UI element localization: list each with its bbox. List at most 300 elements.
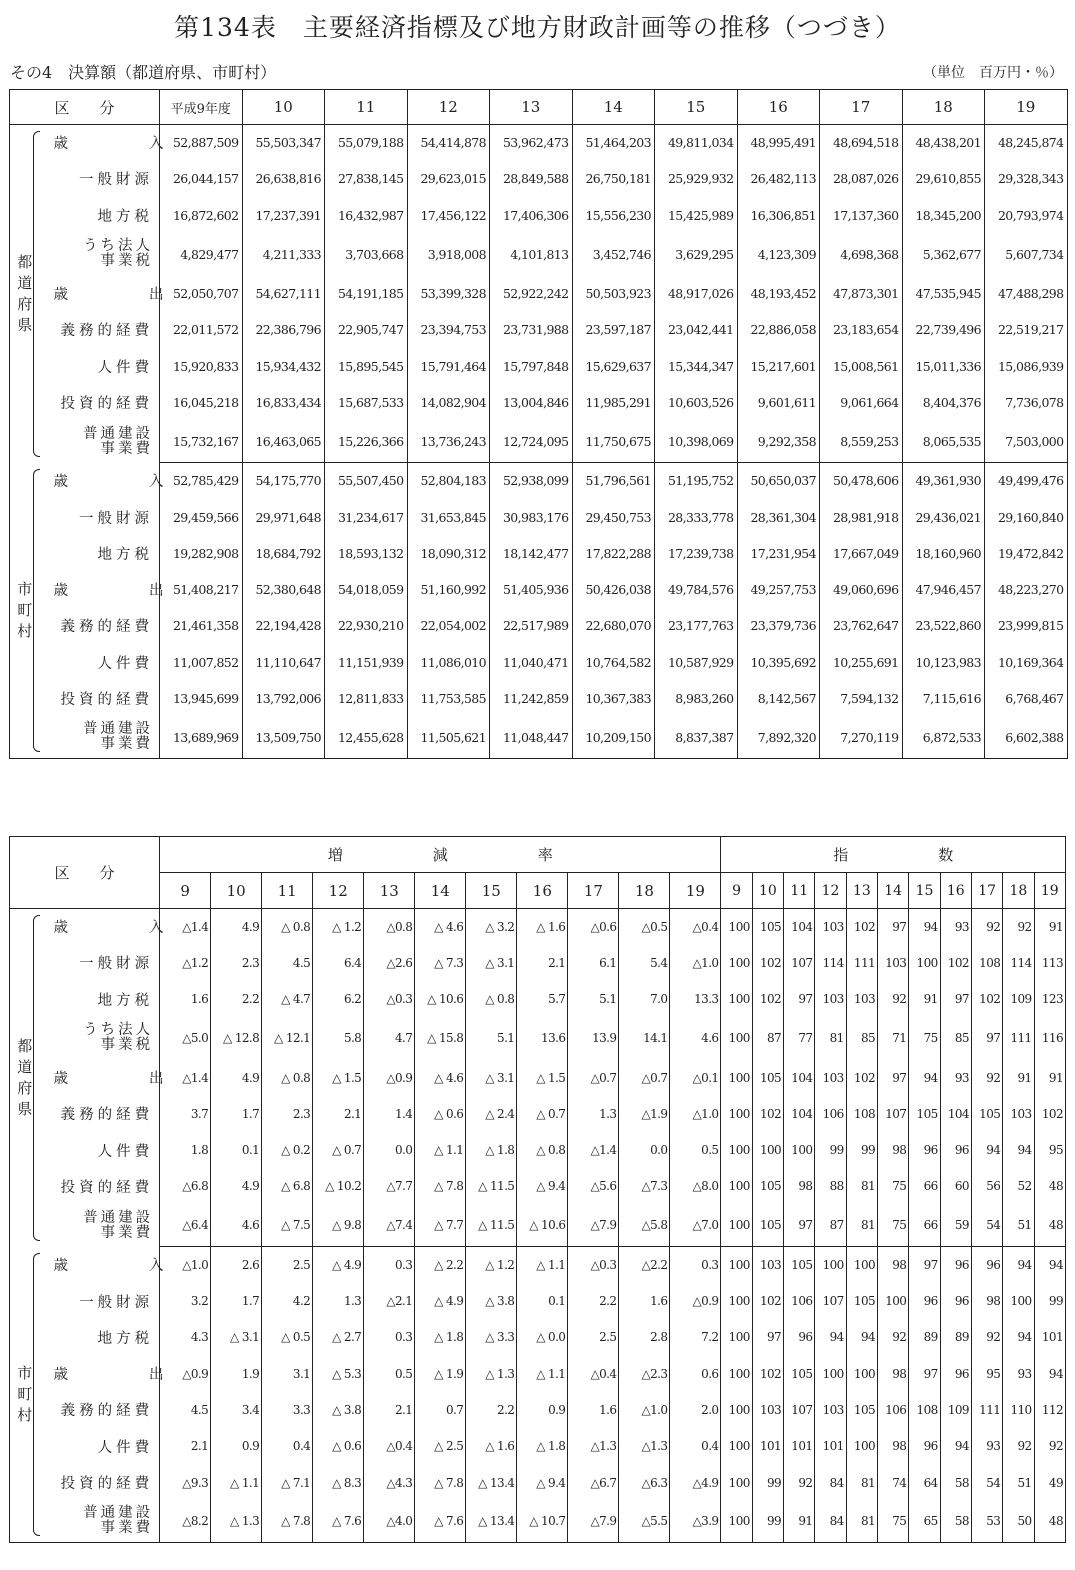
value-cell: 51,405,936 (490, 571, 573, 607)
rate-cell: 4.9 (211, 909, 262, 945)
value-cell: 8,837,387 (655, 717, 738, 759)
value-cell: 28,087,026 (820, 161, 903, 197)
value-cell: 49,811,034 (655, 125, 738, 161)
rate-cell: △ 0.8 (262, 1059, 313, 1095)
index-cell: 84 (815, 1501, 846, 1543)
index-cell: 100 (909, 945, 940, 981)
table-row (10, 1428, 1066, 1464)
index-cell: 98 (878, 1355, 909, 1391)
rate-cell: △ 1.5 (313, 1059, 364, 1095)
index-cell: 96 (909, 1283, 940, 1319)
rate-cell: △0.4 (670, 909, 721, 945)
value-cell: 10,587,929 (655, 644, 738, 680)
rate-cell: △1.0 (160, 1247, 211, 1283)
value-cell: 15,895,545 (325, 348, 408, 384)
index-cell: 106 (815, 1096, 846, 1132)
rate-cell: 2.1 (160, 1428, 211, 1464)
index-cell: 116 (1034, 1017, 1065, 1059)
rate-cell: 0.3 (364, 1319, 415, 1355)
value-cell: 8,142,567 (737, 680, 820, 716)
value-cell: 52,050,707 (160, 275, 243, 311)
table-row (10, 1501, 1066, 1543)
value-cell: 29,160,840 (985, 499, 1068, 535)
rate-cell: △ 1.5 (517, 1059, 568, 1095)
value-cell: 11,242,859 (490, 680, 573, 716)
index-cell: 100 (721, 1017, 752, 1059)
value-cell: 13,792,006 (242, 680, 325, 716)
row-label: 人件費 (97, 359, 154, 376)
table-row (10, 1283, 1066, 1319)
index-cell: 51 (1003, 1205, 1034, 1247)
rate-cell: △ 0.5 (262, 1319, 313, 1355)
value-cell: 22,680,070 (572, 608, 655, 644)
rate-cell: △ 13.4 (466, 1501, 517, 1543)
rate-cell: △6.4 (160, 1205, 211, 1247)
value-cell: 11,040,471 (490, 644, 573, 680)
header-index: 指 数 (721, 837, 1066, 873)
row-label: 歳 入 (53, 474, 164, 491)
rate-cell: △6.8 (160, 1168, 211, 1204)
index-cell: 96 (940, 1247, 971, 1283)
rate-cell: △1.4 (568, 1132, 619, 1168)
row-label: 投資的経費 (60, 1476, 154, 1492)
rate-cell: △ 7.8 (415, 1464, 466, 1500)
value-cell: 5,607,734 (985, 233, 1068, 275)
value-cell: 29,459,566 (160, 499, 243, 535)
value-cell: 23,042,441 (655, 312, 738, 348)
value-cell: 17,667,049 (820, 535, 903, 571)
value-cell: 48,193,452 (737, 275, 820, 311)
index-cell: 96 (784, 1319, 815, 1355)
index-cell: 75 (878, 1205, 909, 1247)
row-label: 人件費 (97, 1439, 154, 1456)
rate-cell: 5.4 (619, 945, 670, 981)
rate-cell: △4.0 (364, 1501, 415, 1543)
rate-cell: △ 0.0 (517, 1319, 568, 1355)
rate-cell: △ 1.1 (517, 1355, 568, 1391)
rate-cell: 2.8 (619, 1319, 670, 1355)
value-cell: 52,785,429 (160, 463, 243, 499)
rate-cell: 0.6 (670, 1355, 721, 1391)
index-cell: 100 (721, 1059, 752, 1095)
rate-cell: △ 1.9 (415, 1355, 466, 1391)
rate-cell: 2.6 (211, 1247, 262, 1283)
value-cell: 8,065,535 (902, 421, 985, 463)
rate-cell: 1.8 (160, 1132, 211, 1168)
index-cell: 102 (971, 981, 1002, 1017)
value-cell: 22,054,002 (407, 608, 490, 644)
index-cell: 100 (846, 1355, 877, 1391)
index-cell: 104 (784, 909, 815, 945)
value-cell: 7,115,616 (902, 680, 985, 716)
rate-cell: △ 0.6 (415, 1096, 466, 1132)
header-index-year: 13 (846, 873, 877, 909)
index-cell: 100 (721, 945, 752, 981)
index-cell: 99 (815, 1132, 846, 1168)
table-row (10, 1392, 1066, 1428)
index-cell: 113 (1034, 945, 1065, 981)
rate-cell: 2.2 (466, 1392, 517, 1428)
index-cell: 97 (940, 981, 971, 1017)
value-cell: 18,142,477 (490, 535, 573, 571)
rate-cell: △ 2.5 (415, 1428, 466, 1464)
table-row (10, 909, 1066, 945)
rate-cell: △5.8 (619, 1205, 670, 1247)
header-index-year: 12 (815, 873, 846, 909)
value-cell: 50,478,606 (820, 463, 903, 499)
rate-cell: △6.7 (568, 1464, 619, 1500)
index-cell: 48 (1034, 1168, 1065, 1204)
rate-cell: △ 0.7 (517, 1096, 568, 1132)
rate-cell: △1.4 (160, 909, 211, 945)
index-cell: 100 (721, 1428, 752, 1464)
index-cell: 48 (1034, 1205, 1065, 1247)
value-cell: 55,507,450 (325, 463, 408, 499)
header-year: 16 (737, 90, 820, 125)
rate-index-table (9, 836, 1066, 1543)
value-cell: 17,456,122 (407, 197, 490, 233)
value-cell: 28,361,304 (737, 499, 820, 535)
index-cell: 103 (815, 1392, 846, 1428)
index-cell: 91 (1034, 909, 1065, 945)
row-label-line1: うち法人 (83, 1022, 154, 1039)
index-cell: 110 (1003, 1392, 1034, 1428)
rate-cell: 0.5 (670, 1132, 721, 1168)
header-index-year: 18 (1003, 873, 1034, 909)
rate-cell: △1.0 (619, 1392, 670, 1428)
value-cell: 15,226,366 (325, 421, 408, 463)
rate-cell: 4.5 (160, 1392, 211, 1428)
rate-cell: 2.0 (670, 1392, 721, 1428)
rate-cell: 7.2 (670, 1319, 721, 1355)
value-cell: 8,559,253 (820, 421, 903, 463)
value-cell: 48,694,518 (820, 125, 903, 161)
row-label-line2: 事業費 (100, 1520, 154, 1537)
index-cell: 77 (784, 1017, 815, 1059)
row-label: 一般財源 (79, 1294, 154, 1311)
row-label: 義務的経費 (60, 1107, 154, 1124)
value-cell: 49,361,930 (902, 463, 985, 499)
index-cell: 94 (1003, 1132, 1034, 1168)
index-cell: 105 (784, 1355, 815, 1391)
rate-cell: 13.3 (670, 981, 721, 1017)
row-label-line1: 普通建設 (83, 721, 154, 738)
rate-cell: 3.1 (262, 1355, 313, 1391)
value-cell: 28,333,778 (655, 499, 738, 535)
rate-cell: △ 1.3 (211, 1501, 262, 1543)
header-year: 13 (490, 90, 573, 125)
index-cell: 75 (909, 1017, 940, 1059)
index-cell: 103 (815, 981, 846, 1017)
value-cell: 54,191,185 (325, 275, 408, 311)
index-cell: 99 (1034, 1283, 1065, 1319)
rate-cell: △ 0.6 (313, 1428, 364, 1464)
index-cell: 75 (878, 1168, 909, 1204)
value-cell: 6,602,388 (985, 717, 1068, 759)
index-cell: 104 (940, 1096, 971, 1132)
value-cell: 48,245,874 (985, 125, 1068, 161)
rate-cell: △5.6 (568, 1168, 619, 1204)
value-cell: 8,983,260 (655, 680, 738, 716)
value-cell: 4,829,477 (160, 233, 243, 275)
rate-cell: 0.1 (517, 1283, 568, 1319)
value-cell: 12,455,628 (325, 717, 408, 759)
index-cell: 64 (909, 1464, 940, 1500)
value-cell: 29,436,021 (902, 499, 985, 535)
index-cell: 88 (815, 1168, 846, 1204)
index-cell: 100 (721, 1132, 752, 1168)
rate-cell: 0.7 (415, 1392, 466, 1428)
index-cell: 97 (971, 1017, 1002, 1059)
row-label: 投資的経費 (60, 395, 154, 412)
row-label-line1: 普通建設 (83, 1209, 154, 1226)
index-cell: 98 (878, 1247, 909, 1283)
table-row (10, 275, 1068, 311)
index-cell: 100 (784, 1132, 815, 1168)
row-label-line1: うち法人 (83, 238, 154, 255)
value-cell: 54,018,059 (325, 571, 408, 607)
index-cell: 105 (971, 1096, 1002, 1132)
header-index-year: 15 (909, 873, 940, 909)
row-label: 投資的経費 (60, 692, 154, 708)
index-cell: 91 (1003, 1059, 1034, 1095)
index-cell: 94 (1003, 1319, 1034, 1355)
index-cell: 98 (878, 1132, 909, 1168)
index-cell: 102 (752, 1096, 783, 1132)
rate-cell: △ 7.8 (262, 1501, 313, 1543)
value-cell: 15,008,561 (820, 348, 903, 384)
rate-cell: △ 2.4 (466, 1096, 517, 1132)
index-cell: 97 (784, 1205, 815, 1247)
index-cell: 97 (878, 1059, 909, 1095)
header-rate-year: 12 (313, 873, 364, 909)
index-cell: 102 (752, 1355, 783, 1391)
value-cell: 16,833,434 (242, 384, 325, 420)
row-label-line2: 事業費 (100, 1224, 154, 1241)
value-cell: 52,922,242 (490, 275, 573, 311)
group-label: 都 道 府 県 (10, 909, 40, 1247)
index-cell: 100 (721, 1392, 752, 1428)
value-cell: 13,736,243 (407, 421, 490, 463)
value-cell: 50,426,038 (572, 571, 655, 607)
value-cell: 22,194,428 (242, 608, 325, 644)
rate-cell: △0.7 (568, 1059, 619, 1095)
value-cell: 23,597,187 (572, 312, 655, 348)
index-cell: 48 (1034, 1501, 1065, 1543)
rate-cell: △7.9 (568, 1501, 619, 1543)
index-cell: 93 (1003, 1355, 1034, 1391)
rate-cell: 6.1 (568, 945, 619, 981)
table-row (10, 535, 1068, 571)
rate-cell: △ 3.8 (466, 1283, 517, 1319)
rate-cell: △ 9.8 (313, 1205, 364, 1247)
value-cell: 15,732,167 (160, 421, 243, 463)
value-cell: 3,629,295 (655, 233, 738, 275)
index-cell: 93 (940, 1059, 971, 1095)
row-label: 地方税 (97, 1330, 154, 1347)
value-cell: 15,791,464 (407, 348, 490, 384)
rate-cell: △ 7.6 (313, 1501, 364, 1543)
index-cell: 93 (940, 909, 971, 945)
index-cell: 99 (752, 1464, 783, 1500)
index-cell: 103 (815, 909, 846, 945)
index-cell: 96 (940, 1283, 971, 1319)
value-cell: 20,793,974 (985, 197, 1068, 233)
index-cell: 105 (752, 909, 783, 945)
header-index-year: 17 (971, 873, 1002, 909)
rate-cell: 5.1 (568, 981, 619, 1017)
value-cell: 53,399,328 (407, 275, 490, 311)
rate-cell: △7.3 (619, 1168, 670, 1204)
index-cell: 108 (909, 1392, 940, 1428)
rate-cell: 2.2 (211, 981, 262, 1017)
rate-cell: △6.3 (619, 1464, 670, 1500)
index-cell: 100 (846, 1428, 877, 1464)
index-cell: 102 (752, 981, 783, 1017)
value-cell: 11,985,291 (572, 384, 655, 420)
rate-cell: △ 1.1 (517, 1247, 568, 1283)
rate-cell: △ 7.5 (262, 1205, 313, 1247)
header-index-year: 11 (784, 873, 815, 909)
index-cell: 66 (909, 1205, 940, 1247)
value-cell: 22,886,058 (737, 312, 820, 348)
index-cell: 92 (971, 1059, 1002, 1095)
index-cell: 97 (878, 909, 909, 945)
row-label-line1: 普通建設 (83, 425, 154, 442)
rate-cell: △ 6.8 (262, 1168, 313, 1204)
index-cell: 104 (784, 1059, 815, 1095)
rate-cell: △ 13.4 (466, 1464, 517, 1500)
rate-cell: 2.2 (568, 1283, 619, 1319)
value-cell: 22,519,217 (985, 312, 1068, 348)
value-cell: 11,048,447 (490, 717, 573, 759)
header-rate-year: 15 (466, 873, 517, 909)
rate-cell: 4.6 (670, 1017, 721, 1059)
value-cell: 10,255,691 (820, 644, 903, 680)
rate-cell: 2.3 (262, 1096, 313, 1132)
rate-cell: △1.2 (160, 945, 211, 981)
table-row (10, 1355, 1066, 1391)
value-cell: 30,983,176 (490, 499, 573, 535)
index-cell: 100 (1003, 1283, 1034, 1319)
value-cell: 3,703,668 (325, 233, 408, 275)
rate-cell: 0.1 (211, 1132, 262, 1168)
value-cell: 47,873,301 (820, 275, 903, 311)
rate-cell: △ 1.2 (313, 909, 364, 945)
row-label: 歳 入 (53, 136, 164, 153)
table-row (10, 608, 1068, 644)
rate-cell: 13.6 (517, 1017, 568, 1059)
row-label: 歳 入 (53, 1258, 164, 1275)
value-cell: 51,464,203 (572, 125, 655, 161)
rate-cell: △1.0 (670, 945, 721, 981)
rate-cell: △ 11.5 (466, 1168, 517, 1204)
index-cell: 98 (878, 1428, 909, 1464)
rate-cell: △0.6 (568, 909, 619, 945)
index-cell: 65 (909, 1501, 940, 1543)
rate-cell: △ 12.8 (211, 1017, 262, 1059)
row-label: 地方税 (97, 992, 154, 1009)
rate-cell: 1.4 (364, 1096, 415, 1132)
index-cell: 103 (1003, 1096, 1034, 1132)
value-cell: 3,918,008 (407, 233, 490, 275)
index-cell: 49 (1034, 1464, 1065, 1500)
settlement-amount-table (9, 89, 1068, 759)
row-label-line2: 事業費 (100, 440, 154, 457)
index-cell: 103 (752, 1247, 783, 1283)
rate-cell: △ 0.7 (313, 1132, 364, 1168)
index-cell: 102 (846, 1059, 877, 1095)
rate-cell: △0.3 (364, 981, 415, 1017)
index-cell: 93 (971, 1428, 1002, 1464)
table-row (10, 1132, 1066, 1168)
rate-cell: 2.5 (262, 1247, 313, 1283)
index-cell: 105 (784, 1247, 815, 1283)
rate-cell: △1.3 (619, 1428, 670, 1464)
rate-cell: △2.2 (619, 1247, 670, 1283)
rate-cell: 1.6 (568, 1392, 619, 1428)
rate-cell: 0.4 (262, 1428, 313, 1464)
rate-cell: 4.3 (160, 1319, 211, 1355)
rate-cell: 2.3 (211, 945, 262, 981)
index-cell: 97 (909, 1247, 940, 1283)
rate-cell: △0.7 (619, 1059, 670, 1095)
header-year: 平成9年度 (160, 90, 243, 125)
table-row (10, 945, 1066, 981)
rate-cell: △ 4.7 (262, 981, 313, 1017)
index-cell: 81 (846, 1501, 877, 1543)
value-cell: 48,917,026 (655, 275, 738, 311)
value-cell: 49,784,576 (655, 571, 738, 607)
table-row (10, 421, 1068, 463)
index-cell: 100 (721, 1501, 752, 1543)
value-cell: 7,503,000 (985, 421, 1068, 463)
value-cell: 18,090,312 (407, 535, 490, 571)
row-label: 義務的経費 (60, 1403, 154, 1420)
index-cell: 105 (909, 1096, 940, 1132)
row-label-line2: 事業税 (100, 1037, 154, 1054)
rate-cell: 2.1 (517, 945, 568, 981)
value-cell: 11,753,585 (407, 680, 490, 716)
value-cell: 15,344,347 (655, 348, 738, 384)
index-cell: 92 (971, 1319, 1002, 1355)
value-cell: 47,946,457 (902, 571, 985, 607)
header-rate-year: 9 (160, 873, 211, 909)
row-label: 歳 出 (53, 287, 164, 304)
value-cell: 23,762,647 (820, 608, 903, 644)
value-cell: 22,930,210 (325, 608, 408, 644)
table-row (10, 680, 1068, 716)
value-cell: 13,689,969 (160, 717, 243, 759)
rate-cell: △ 9.4 (517, 1464, 568, 1500)
value-cell: 4,211,333 (242, 233, 325, 275)
index-cell: 56 (971, 1168, 1002, 1204)
rate-cell: △ 4.6 (415, 1059, 466, 1095)
value-cell: 6,872,533 (902, 717, 985, 759)
index-cell: 101 (815, 1428, 846, 1464)
index-cell: 100 (721, 1168, 752, 1204)
value-cell: 11,750,675 (572, 421, 655, 463)
value-cell: 22,905,747 (325, 312, 408, 348)
value-cell: 16,872,602 (160, 197, 243, 233)
row-label: 投資的経費 (60, 1179, 154, 1196)
value-cell: 10,367,383 (572, 680, 655, 716)
row-label (40, 1501, 160, 1543)
rate-cell: △ 1.1 (211, 1464, 262, 1500)
rate-cell: △7.9 (568, 1205, 619, 1247)
value-cell: 4,698,368 (820, 233, 903, 275)
index-cell: 112 (1034, 1392, 1065, 1428)
